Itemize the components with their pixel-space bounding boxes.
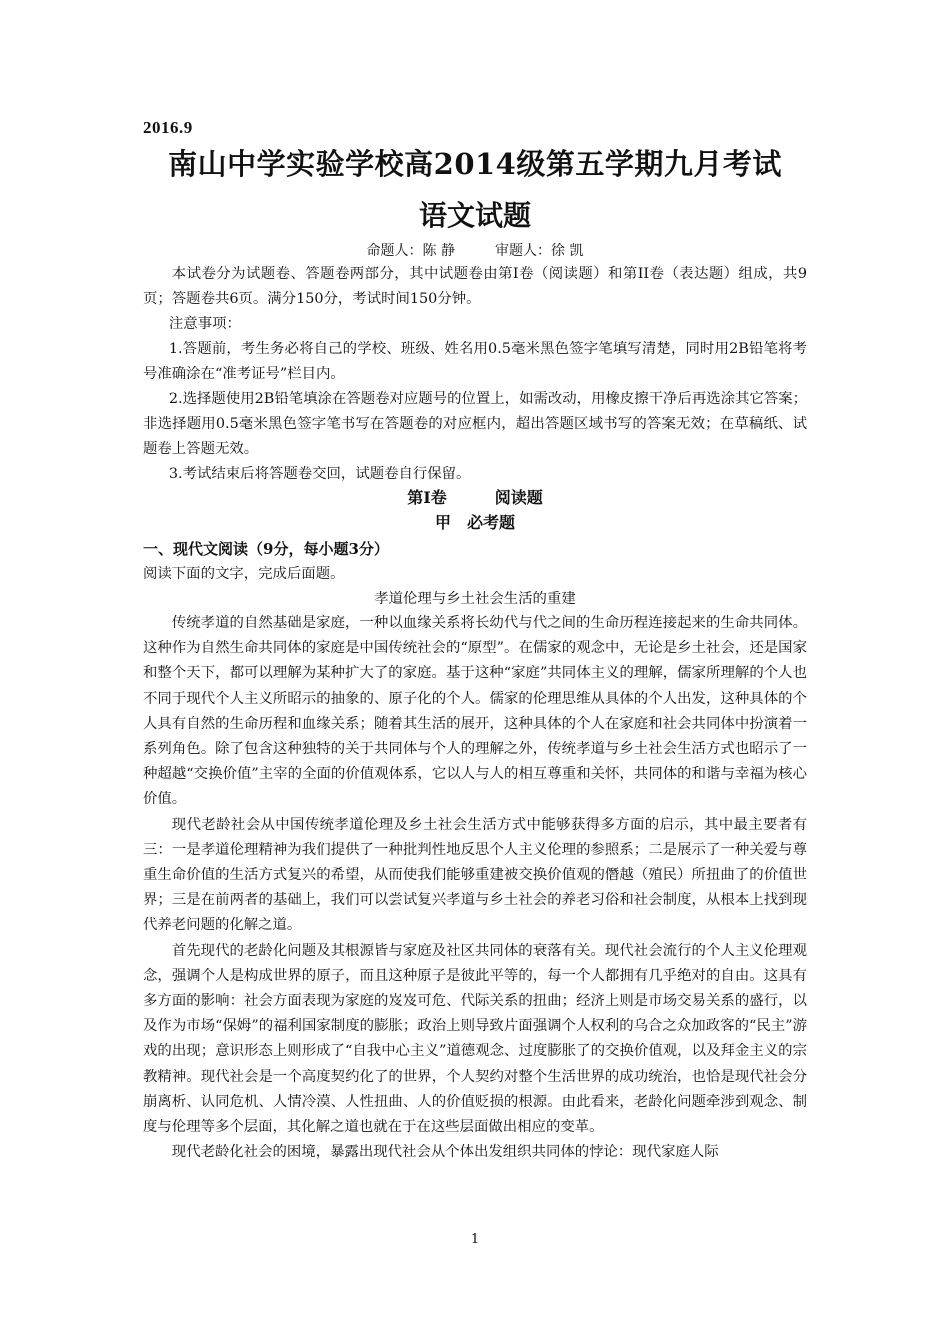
page-number: 1 xyxy=(470,1232,480,1247)
article-title: 孝道伦理与乡土社会生活的重建 xyxy=(374,591,576,607)
exam-instructions xyxy=(143,262,807,487)
article-paragraph: 传统孝道的自然基础是家庭，一种以血缘关系将长幼代与代之间的生命历程连接起来的生命共同体。这种作为自然生命共同体的家庭是中国传统社会的“原型”。在儒家的观念中，无论是乡土社会，还是国家和整个天下，都可以理解为某种扩大了的家庭。基于这种“家庭”共同体主义的理解，儒家所理解的个人也不同于现代个人主义所昭示的抽象的、原子化的个人。儒家的伦理思维从具体的个人出发，这种具体的个人具有自然的生命历程和血缘关系；随着其生活的展开，这种具体的个人在家庭和社会共同体中扮演着一系列角色。除了包含这种独特的关于共同体与个人的理解之外，传统孝道与乡土社会生活方式也昭示了一种超越“交换价值”主宰的全面的价值观体系，它以人与人的相互尊重和关怀，共同体的和谐与幸福为核心价值。 xyxy=(143,615,807,808)
exam-date: 2016.9 xyxy=(143,118,193,137)
intro-paragraph: 本试卷分为试题卷、答题卷两部分，其中试题卷由第Ⅰ卷（阅读题）和第II卷（表达题）组成，共9页；答题卷共6页。满分150分，考试时间150分钟。 xyxy=(143,266,807,307)
question-setter: 命题人：陈 静 xyxy=(366,243,455,259)
question-reviewer: 审题人：徐 凯 xyxy=(495,243,584,259)
article-paragraph: 现代老龄社会从中国传统孝道伦理及乡土社会生活方式中能够获得多方面的启示，其中最主要者有三：一是孝道伦理精神为我们提供了一种批判性地反思个人主义伦理的参照系；二是展示了一种关爱与尊重生命价值的生活方式复兴的希望，从而使我们能够重建被交换价值观的僭越（殖民）所扭曲了的价值世界；三是在前两者的基础上，我们可以尝试复兴孝道与乡土社会的养老习俗和社会制度，从根本上找到现代养老问题的化解之道。 xyxy=(143,816,807,934)
notice-item: 3.考试结束后将答题卷交回，试题卷自行保留。 xyxy=(168,466,471,482)
exam-title: 南山中学实验学校高2014级第五学期九月考试 xyxy=(168,147,782,181)
volume-label: 第Ⅰ卷 xyxy=(407,488,447,507)
part-heading: 甲 必考题 xyxy=(434,513,515,532)
article-body xyxy=(143,611,807,1165)
exam-subtitle: 语文试题 xyxy=(418,199,531,232)
notice-item: 2.选择题使用2B铅笔填涂在答题卷对应题号的位置上，如需改动，用橡皮擦干净后再选涂其它答案；非选择题用0.5毫米黑色签字笔书写在答题卷的对应框内，超出答题区域书写的答案无效；在草稿纸、试题卷上答题无效。 xyxy=(143,391,807,457)
exam-authors xyxy=(143,240,807,262)
notice-item: 1.答题前，考生务必将自己的学校、班级、姓名用0.5毫米黑色签字笔填写清楚，同时用2B铅笔将考号准确涂在“准考证号”栏目内。 xyxy=(143,341,807,382)
article-paragraph: 现代老龄化社会的困境，暴露出现代社会从个体出发组织共同体的悖论：现代家庭人际 xyxy=(171,1144,719,1161)
notice-label: 注意事项： xyxy=(168,316,241,332)
question-heading: 一、现代文阅读（9分，每小题3分） xyxy=(143,540,389,558)
volume-name: 阅读题 xyxy=(494,488,543,507)
volume-heading xyxy=(143,486,807,510)
article-paragraph: 首先现代的老龄化问题及其根源皆与家庭及社区共同体的衰落有关。现代社会流行的个人主义伦理观念，强调个人是构成世界的原子，而且这种原子是彼此平等的，每一个人都拥有几乎绝对的自由。这具有多方面的影响：社会方面表现为家庭的岌岌可危、代际关系的扭曲；经济上则是市场交易关系的盛行，以及作为市场“保姆”的福利国家制度的膨胀；政治上则导致片面强调个人权利的乌合之众加政客的“民主”游戏的出现；意识形态上则形成了“自我中心主义”道德观念、过度膨胀了的交换价值观，以及拜金主义的宗教精神。现代社会是一个高度契约化了的世界，个人契约对整个生活世界的成功统治，也恰是现代社会分崩离析、认同危机、人情冷漠、人性扭曲、人的价值贬损的根源。由此看来，老龄化问题牵涉到观念、制度与伦理等多个层面，其化解之道也就在于在这些层面做出相应的变革。 xyxy=(143,942,807,1136)
reading-instruction: 阅读下面的文字，完成后面题。 xyxy=(143,566,345,582)
